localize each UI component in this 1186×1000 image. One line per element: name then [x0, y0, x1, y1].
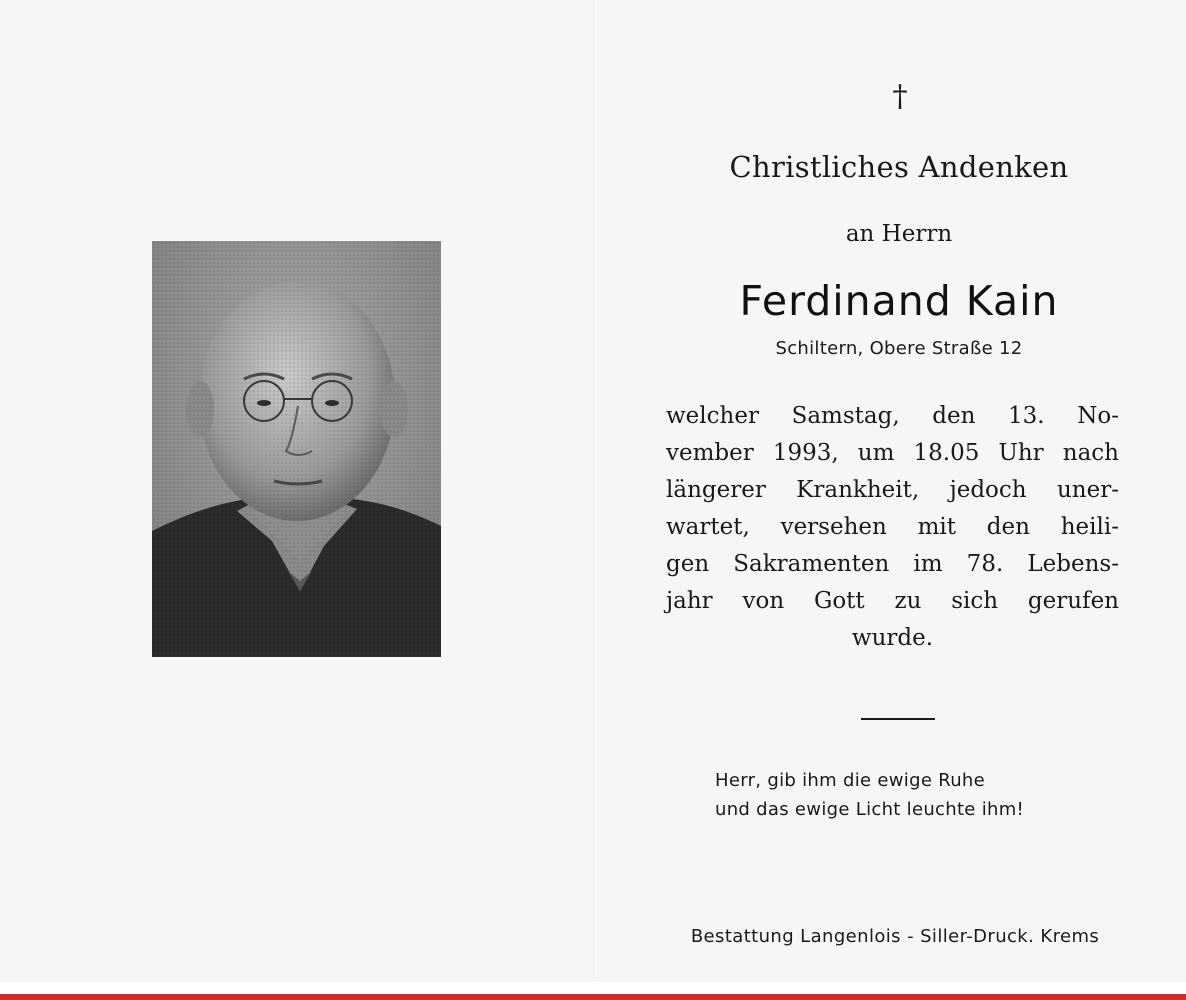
obituary-line: wartet, versehen mit den heili-	[666, 514, 1119, 540]
salutation: an Herrn	[845, 221, 953, 247]
prayer-text	[715, 766, 1135, 824]
prayer-line: und das ewige Licht leuchte ihm!	[715, 799, 1025, 820]
obituary-line: vember 1993, um 18.05 Uhr nach	[666, 440, 1119, 466]
printer-credit: Bestattung Langenlois - Siller-Druck. Krems	[690, 926, 1100, 947]
card-heading: Christliches Andenken	[729, 150, 1069, 184]
portrait-photo	[152, 241, 441, 657]
card-fold	[593, 0, 594, 982]
obituary-text	[666, 398, 1119, 657]
obituary-line: längerer Krankheit, jedoch uner-	[666, 477, 1119, 503]
deceased-name: Ferdinand Kain	[739, 277, 1059, 325]
obituary-line: jahr von Gott zu sich gerufen	[666, 588, 1119, 614]
prayer-line: Herr, gib ihm die ewige Ruhe	[715, 770, 986, 791]
obituary-line: wurde.	[851, 625, 934, 651]
divider-rule	[861, 718, 935, 720]
obituary-line: gen Sakramenten im 78. Lebens-	[666, 551, 1119, 577]
obituary-line: welcher Samstag, den 13. No-	[666, 403, 1119, 429]
cross-symbol: †	[892, 79, 908, 114]
scan-red-stripe	[0, 994, 1186, 1000]
address: Schiltern, Obere Straße 12	[775, 338, 1023, 359]
